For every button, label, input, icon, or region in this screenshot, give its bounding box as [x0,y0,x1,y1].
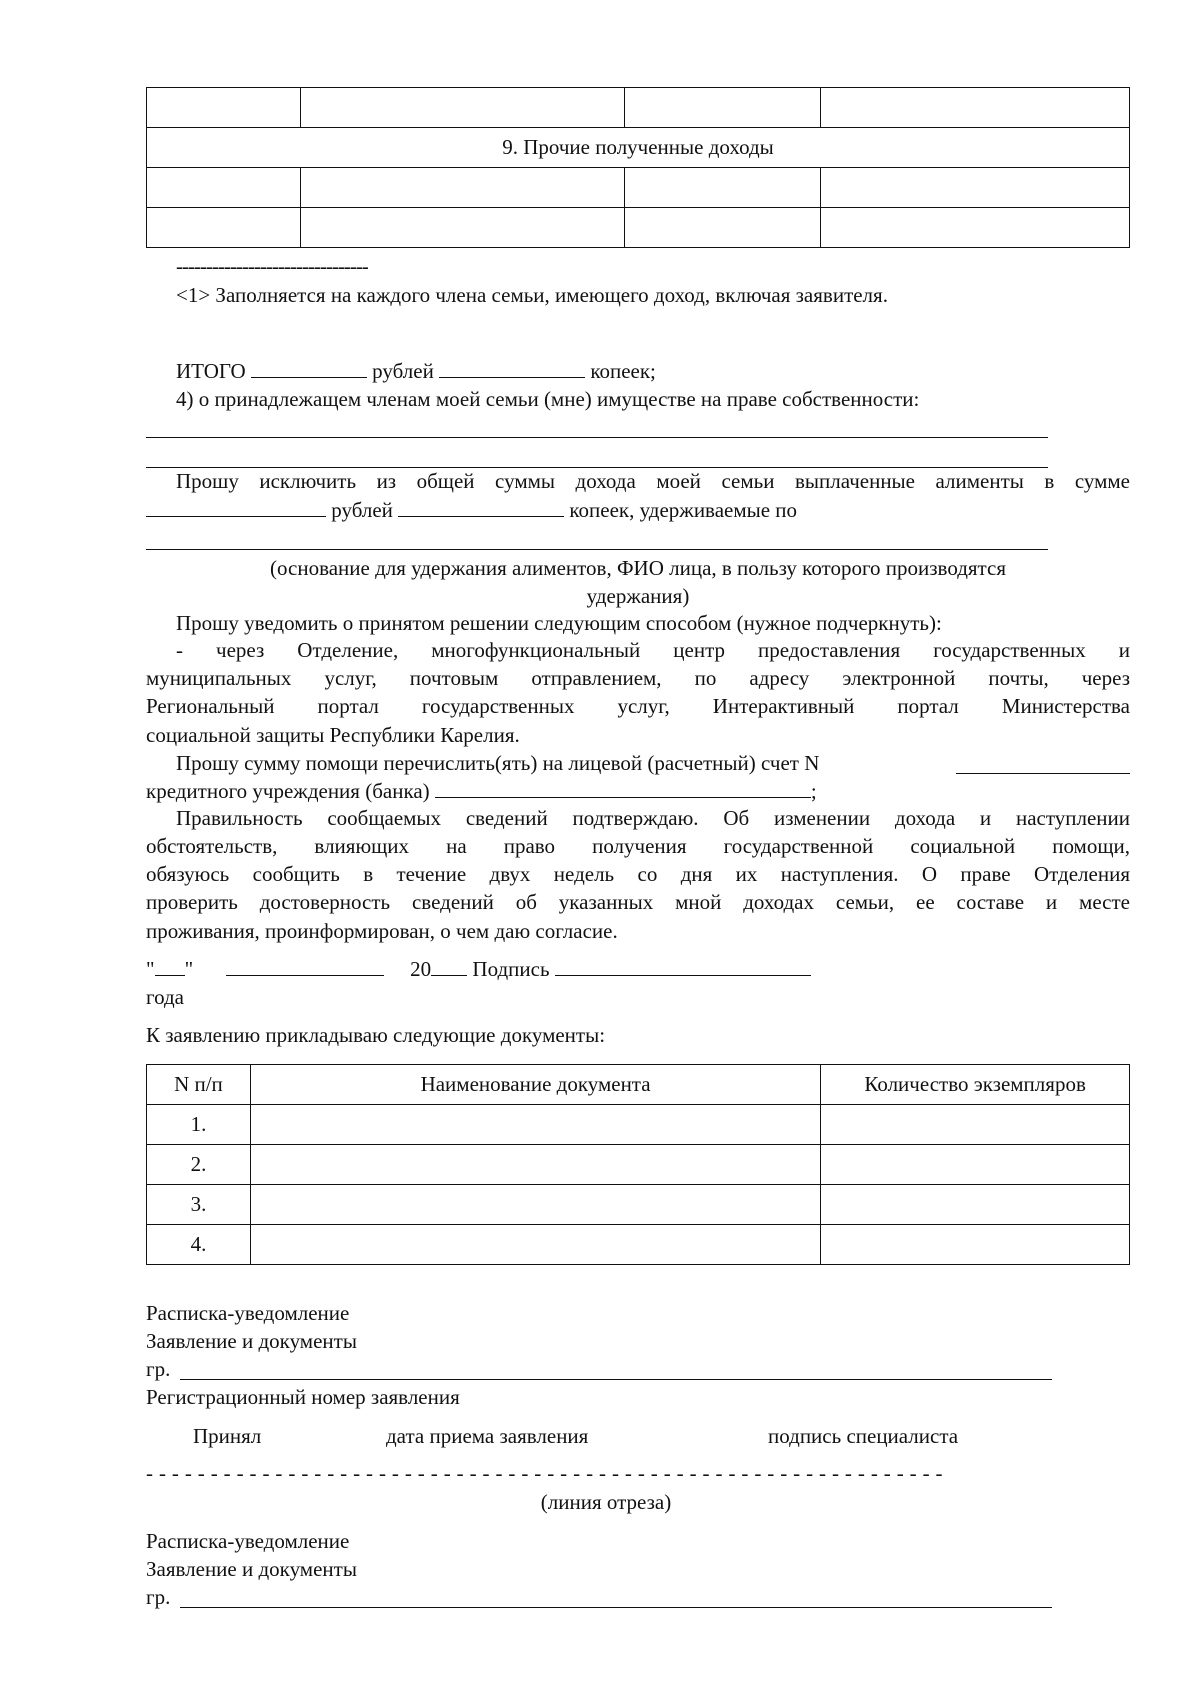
itogo-label: ИТОГО [176,359,246,383]
sign-label: Подпись [472,957,550,981]
sign-field[interactable] [555,955,811,976]
confirm-line-3: обязуюсь сообщить в течение двух недель со дня их наступления. О праве Отделения [146,862,1130,886]
receipt1-gr: гр. [146,1357,171,1381]
account-line-1 [176,749,819,777]
year-field[interactable] [431,955,467,976]
table-cell[interactable] [147,168,301,208]
table-cell[interactable] [821,88,1130,128]
receipt1-gr-line[interactable] [180,1379,1052,1380]
receipt1-accepted: Принял [193,1424,262,1448]
alimony-caption-2: удержания) [586,584,690,608]
row-number: 2. [147,1145,251,1185]
account-text: Прошу сумму помощи перечислить(ять) на лицевой (расчетный) счет N [176,751,820,775]
alimony-line-1: Прошу исключить из общей суммы дохода моей семьи выплаченные алименты в сумме [176,469,1130,493]
table-row [147,1145,1130,1185]
table-cell[interactable] [300,168,624,208]
notify-line-4: Региональный портал государственных услуг, Интерактивный портал Министерства [146,694,1130,718]
day-field[interactable] [155,955,185,976]
table-cell[interactable] [300,208,624,248]
income-table [146,87,1130,248]
alimony-rubles-field[interactable] [146,496,326,517]
alimony-line-2 [146,496,797,524]
month-field[interactable] [226,955,384,976]
table-row [147,208,1130,248]
alimony-basis-line[interactable] [146,549,1048,550]
confirm-line-2: обстоятельств, влияющих на право получения государственной социальной помощи, [146,834,1130,858]
document-name-cell[interactable] [250,1225,820,1265]
receipt2-title: Расписка-уведомление [146,1529,350,1553]
alimony-rubles-label: рублей [331,498,393,522]
footnote-text: <1> Заполняется на каждого члена семьи, имеющего доход, включая заявителя. [176,283,888,307]
section-title: 9. Прочие полученные доходы [147,128,1130,168]
notify-line-5: социальной защиты Республики Карелия. [146,723,520,747]
receipt1-sign: подпись специалиста [768,1424,959,1448]
kopecks-label: копеек; [590,359,656,383]
year-prefix: 20 [410,957,432,981]
confirm-line-1: Правильность сообщаемых сведений подтверждаю. Об изменении дохода и наступлении [176,806,1130,830]
table-cell[interactable] [624,88,821,128]
document-count-cell[interactable] [821,1185,1130,1225]
alimony-caption-1: (основание для удержания алиментов, ФИО лица, в пользу которого производятся [270,556,1006,580]
alimony-kopecks-label: копеек, удерживаемые по [569,498,798,522]
table-row [147,1185,1130,1225]
table-cell[interactable] [821,208,1130,248]
documents-intro: К заявлению прикладываю следующие документы: [146,1023,606,1047]
table-cell[interactable] [624,168,821,208]
quote-open: " [146,957,155,981]
header-count: Количество экземпляров [821,1065,1130,1105]
documents-table [146,1064,1130,1265]
rubles-field[interactable] [251,357,367,378]
document-count-cell[interactable] [821,1225,1130,1265]
semicolon: ; [810,779,817,803]
signature-line [146,955,811,983]
table-section-row [147,128,1130,168]
receipt1-line2: Заявление и документы [146,1329,357,1353]
document-count-cell[interactable] [821,1105,1130,1145]
rubles-label: рублей [372,359,434,383]
header-number: N п/п [147,1065,251,1105]
receipt1-title: Расписка-уведомление [146,1301,350,1325]
row-number: 4. [147,1225,251,1265]
alimony-kopecks-field[interactable] [398,496,564,517]
confirm-line-5: проживания, проинформирован, о чем даю согласие. [146,919,618,943]
bank-label: кредитного учреждения (банка) [146,779,430,803]
document-name-cell[interactable] [250,1145,820,1185]
property-text: 4) о принадлежащем членам моей семьи (мне) имуществе на праве собственности: [176,387,920,411]
notify-line-3: муниципальных услуг, почтовым отправлением, по адресу электронной почты, через [146,666,1130,690]
cut-dashes: - - - - - - - - - - - - - - - - - - - - - - - - - - - - - - - - - - - - - - - - - - - - - - - - - - - - - - - - - - - - - - [146,1461,943,1485]
documents-header-row [147,1065,1130,1105]
receipt2-gr: гр. [146,1585,171,1609]
confirm-line-4: проверить достоверность сведений об указанных мной доходах семьи, ее составе и месте [146,890,1130,914]
receipt1-date: дата приема заявления [386,1424,589,1448]
notify-line-2: - через Отделение, многофункциональный центр предоставления государственных и [176,638,1130,662]
totals-line [176,357,656,385]
table-cell[interactable] [821,168,1130,208]
account-line-2 [146,777,817,805]
bank-field[interactable] [435,777,811,798]
document-count-cell[interactable] [821,1145,1130,1185]
table-cell[interactable] [624,208,821,248]
receipt2-line2: Заявление и документы [146,1557,357,1581]
table-row [147,88,1130,128]
table-cell[interactable] [147,208,301,248]
kopecks-field[interactable] [439,357,585,378]
year-word: года [146,985,184,1009]
account-number-field[interactable] [956,753,1130,774]
property-line-1[interactable] [146,437,1048,438]
cut-label: (линия отреза) [540,1490,672,1514]
document-name-cell[interactable] [250,1185,820,1225]
document-name-cell[interactable] [250,1105,820,1145]
row-number: 3. [147,1185,251,1225]
table-row [147,1225,1130,1265]
quote-close: " [184,957,194,981]
receipt2-gr-line[interactable] [180,1607,1052,1608]
table-row [147,1105,1130,1145]
receipt1-reg: Регистрационный номер заявления [146,1385,460,1409]
table-row [147,168,1130,208]
footnote-separator: -------------------------------- [176,254,368,278]
header-name: Наименование документа [250,1065,820,1105]
table-cell[interactable] [300,88,624,128]
row-number: 1. [147,1105,251,1145]
notify-line-1: Прошу уведомить о принятом решении следующим способом (нужное подчеркнуть): [176,611,942,635]
table-cell[interactable] [147,88,301,128]
